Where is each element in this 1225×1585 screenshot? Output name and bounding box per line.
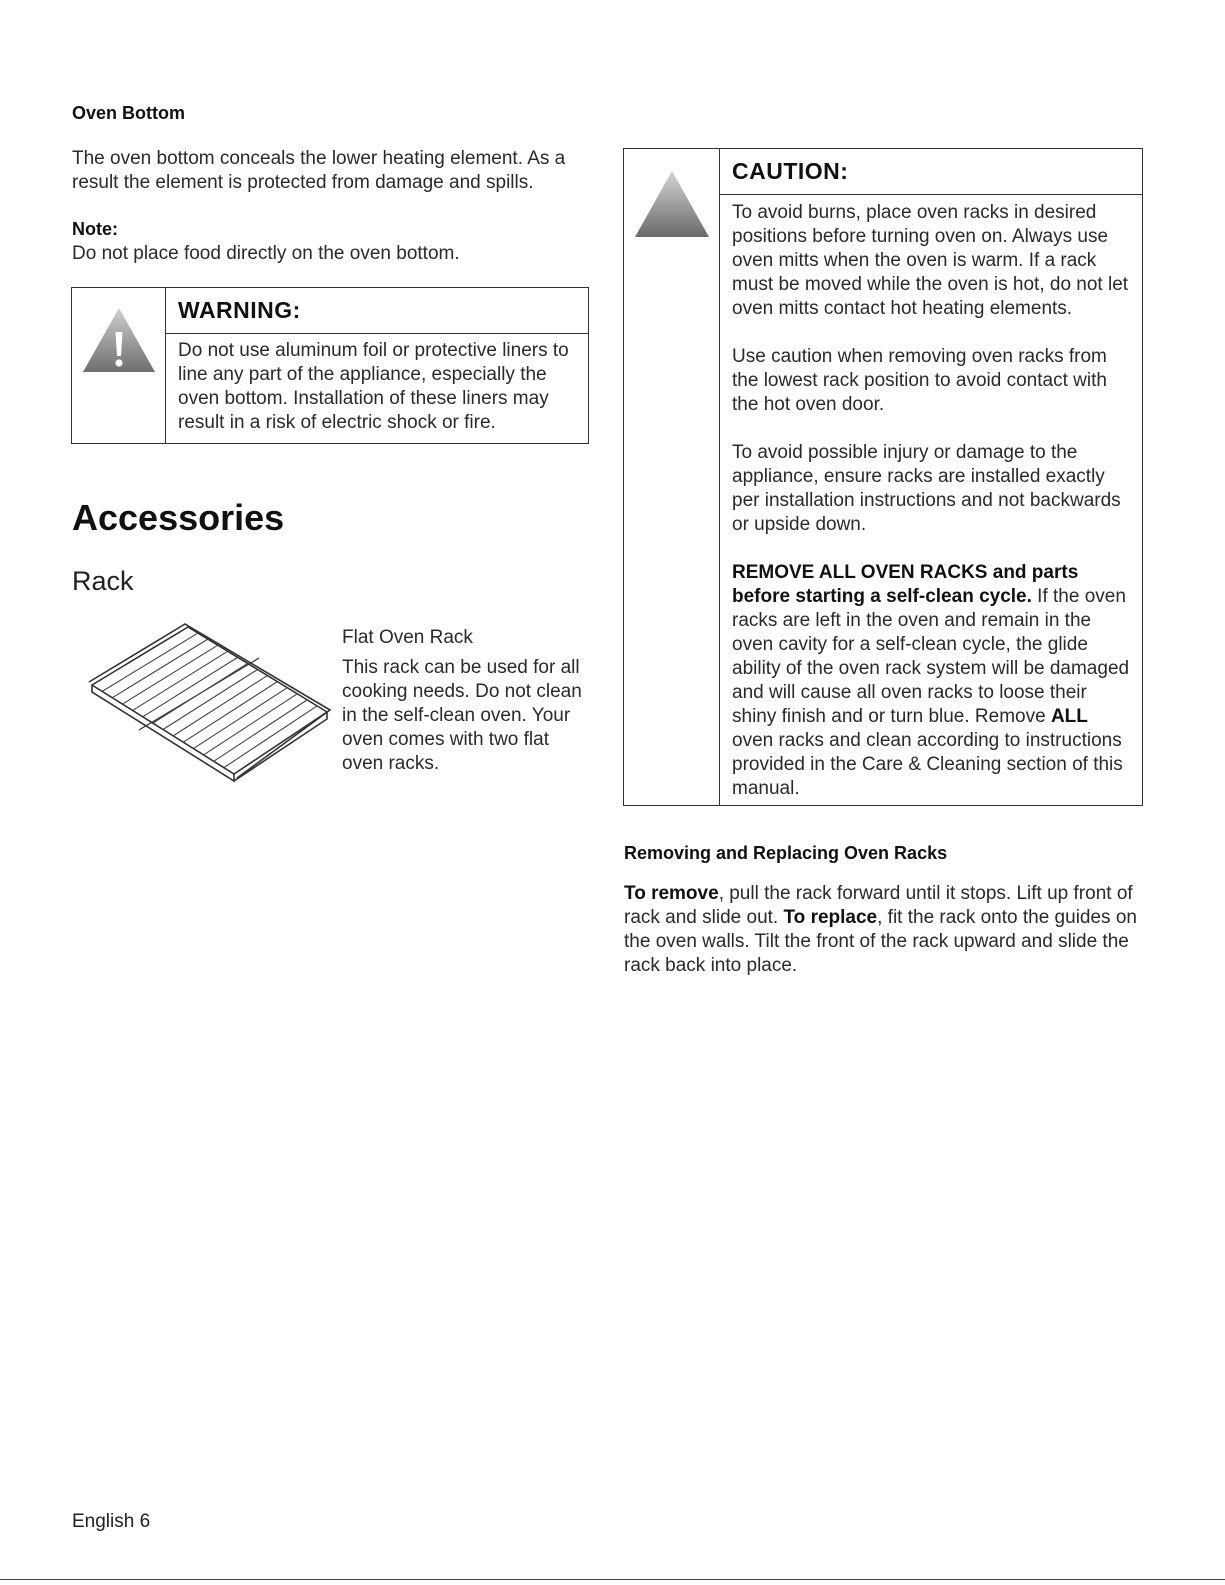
replace-instructions: , fit the rack onto the guides on the oven walls. Tilt the front of the rack upward and slide the rack back into place. xyxy=(624,907,1137,976)
caution-remove-racks-bold: REMOVE ALL OVEN RACKS and parts before starting a self-clean cycle. xyxy=(732,562,1079,607)
caution-title: CAUTION: xyxy=(720,149,1142,195)
removing-racks-heading: Removing and Replacing Oven Racks xyxy=(624,843,948,863)
warning-triangle-icon xyxy=(81,306,157,374)
note-label: Note: xyxy=(72,219,118,239)
bottom-divider xyxy=(0,1579,1225,1580)
caution-text: If the oven racks are left in the oven and remain in the oven cavity for a self-clean cycle, the glide ability of the oven rack system will be damaged and will cause all oven racks to loose their shiny finish and or turn blue. Remove xyxy=(732,586,1130,727)
page-number: English 6 xyxy=(72,1511,151,1532)
rack-rod xyxy=(183,682,277,743)
caution-triangle-icon xyxy=(633,169,711,239)
warning-box xyxy=(71,287,589,444)
caution-all-bold: ALL xyxy=(1050,706,1088,727)
rack-caption: Flat Oven Rack xyxy=(342,627,473,648)
caution-paragraph xyxy=(732,561,1132,801)
caution-body xyxy=(720,195,1142,801)
caution-paragraph: To avoid burns, place oven racks in desired positions before turning oven on. Always use oven mitts when the oven is warm. If a rack must be moved while the oven is hot, do not let oven mitts contact hot heating elements. xyxy=(732,202,1129,319)
rack-rod xyxy=(102,633,198,691)
rack-rod xyxy=(193,688,287,749)
warning-icon-column xyxy=(72,288,166,443)
caution-paragraph: Use caution when removing oven racks from the lowest rack position to avoid contact with the hot oven door. xyxy=(732,346,1107,415)
warning-text: Do not use aluminum foil or protective liners to line any part of the appliance, especially the oven bottom. Installation of these liners may result in a risk of electric shock or fire. xyxy=(178,340,569,433)
rack-rod xyxy=(204,694,298,755)
oven-bottom-heading: Oven Bottom xyxy=(72,103,186,123)
note-text: Do not place food directly on the oven bottom. xyxy=(72,243,460,264)
remove-instructions: , pull the rack forward until it stops. Lift up front of rack and slide out. xyxy=(624,883,1133,928)
rack-title: Rack xyxy=(72,566,134,596)
rack-rod xyxy=(163,670,258,730)
oven-bottom-text: The oven bottom conceals the lower heating element. As a result the element is protected from damage and spills. xyxy=(72,148,566,193)
rack-rod xyxy=(133,651,228,710)
warning-title: WARNING: xyxy=(166,288,588,334)
accessories-title: Accessories xyxy=(72,497,285,538)
rack-rod xyxy=(143,657,238,716)
rack-rod xyxy=(112,639,208,698)
to-replace-label: To replace xyxy=(783,907,878,928)
rack-rod xyxy=(173,676,267,736)
caution-icon-column xyxy=(624,149,720,805)
caution-paragraph: To avoid possible injury or damage to the appliance, ensure racks are installed exactly per installation instructions and not backwards or upside down. xyxy=(732,442,1121,535)
to-remove-label: To remove xyxy=(624,883,719,904)
rack-description: This rack can be used for all cooking needs. Do not clean in the self-clean oven. Your oven comes with two flat oven racks. xyxy=(342,657,582,774)
flat-oven-rack-illustration xyxy=(84,622,334,792)
caution-text: oven racks and clean according to instructions provided in the Care & Cleaning section of this manual. xyxy=(732,730,1123,799)
rack-rod xyxy=(153,663,248,723)
rack-rod xyxy=(224,706,317,768)
rack-rod xyxy=(214,700,307,761)
caution-box xyxy=(623,148,1143,806)
removing-racks-text xyxy=(624,882,1144,978)
